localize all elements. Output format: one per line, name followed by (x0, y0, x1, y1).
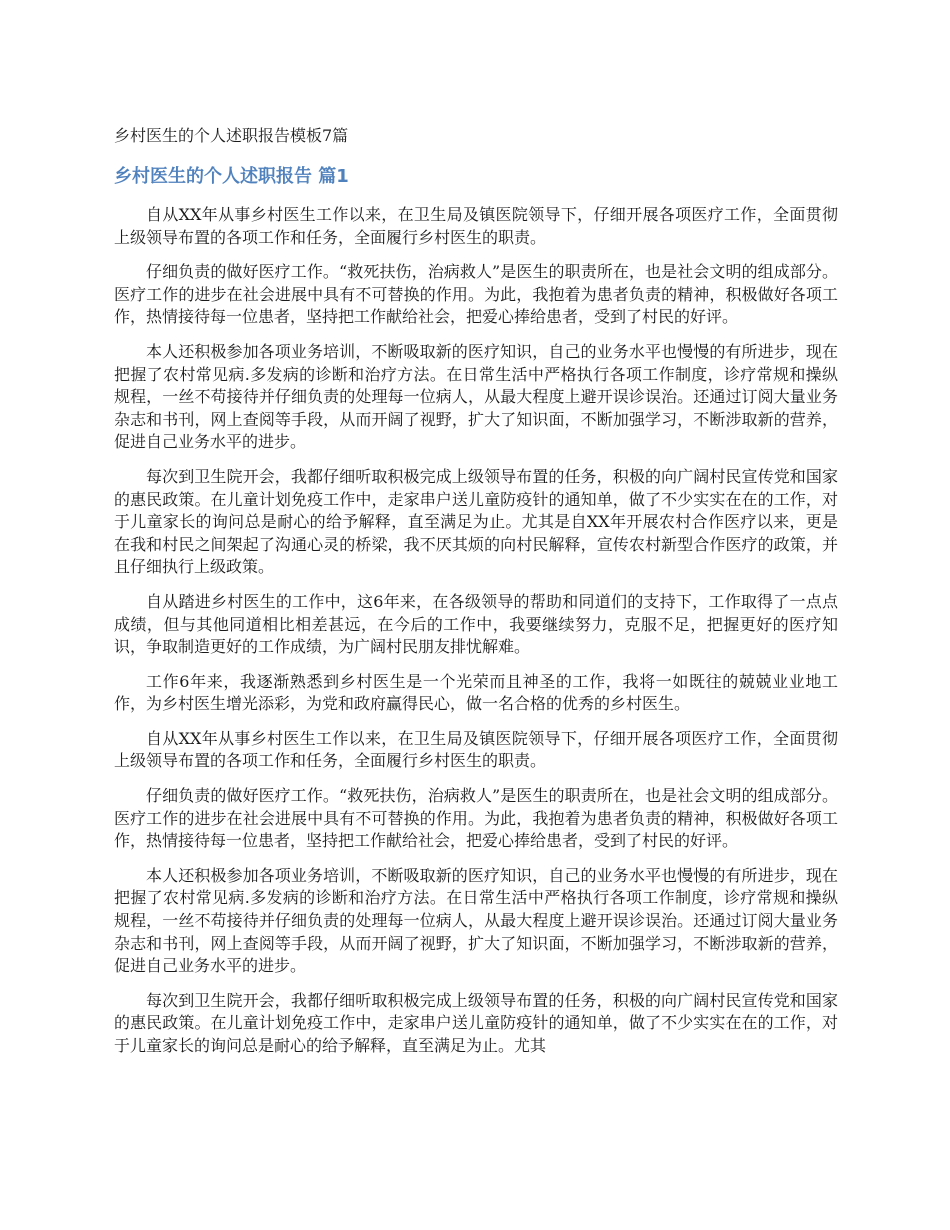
paragraph: 自从XX年从事乡村医生工作以来，在卫生局及镇医院领导下，仔细开展各项医疗工作，全面贯彻上级领导布置的各项工作和任务，全面履行乡村医生的职责。 (114, 728, 838, 771)
paragraph: 工作6年来，我逐渐熟悉到乡村医生是一个光荣而且神圣的工作，我将一如既往的兢兢业业地工作，为乡村医生增光添彩，为党和政府赢得民心，做一名合格的优秀的乡村医生。 (114, 671, 838, 714)
paragraph: 本人还积极参加各项业务培训，不断吸取新的医疗知识，自己的业务水平也慢慢的有所进步，现在把握了农村常见病.多发病的诊断和治疗方法。在日常生活中严格执行各项工作制度，诊疗常规和操纵规程，一丝不苟接待并仔细负责的处理每一位病人，从最大程度上避开误诊误治。还通过订阅大量业务杂志和书刊，网上查阅等手段，从而开阔了视野，扩大了知识面，不断加强学习，不断涉取新的营养，促进自己业务水平的进步。 (114, 341, 838, 452)
paragraph: 本人还积极参加各项业务培训，不断吸取新的医疗知识，自己的业务水平也慢慢的有所进步，现在把握了农村常见病.多发病的诊断和治疗方法。在日常生活中严格执行各项工作制度，诊疗常规和操纵规程，一丝不苟接待并仔细负责的处理每一位病人，从最大程度上避开误诊误治。还通过订阅大量业务杂志和书刊，网上查阅等手段，从而开阔了视野，扩大了知识面，不断加强学习，不断涉取新的营养，促进自己业务水平的进步。 (114, 865, 838, 976)
paragraph: 仔细负责的做好医疗工作。“救死扶伤，治病救人”是医生的职责所在，也是社会文明的组成部分。医疗工作的进步在社会进展中具有不可替换的作用。为此，我抱着为患者负责的精神，积极做好各项工作，热情接待每一位患者，坚持把工作献给社会，把爱心捧给患者，受到了村民的好评。 (114, 786, 838, 851)
document-body (114, 204, 838, 1070)
document-title: 乡村医生的个人述职报告模板7篇 (114, 126, 349, 145)
paragraph: 自从踏进乡村医生的工作中，这6年来，在各级领导的帮助和同道们的支持下，工作取得了一点点成绩，但与其他同道相比相差甚远，在今后的工作中，我要继续努力，克服不足，把握更好的医疗知识，争取制造更好的工作成绩，为广阔村民朋友排忧解难。 (114, 591, 838, 657)
paragraph: 每次到卫生院开会，我都仔细听取积极完成上级领导布置的任务，积极的向广阔村民宣传党和国家的惠民政策。在儿童计划免疫工作中，走家串户送儿童防疫针的通知单，做了不少实实在在的工作，对于儿童家长的询问总是耐心的给予解释，直至满足为止。尤其是自XX年开展农村合作医疗以来，更是在我和村民之间架起了沟通心灵的桥梁，我不厌其烦的向村民解释，宣传农村新型合作医疗的政策，并且仔细执行上级政策。 (114, 466, 838, 577)
paragraph: 仔细负责的做好医疗工作。“救死扶伤，治病救人”是医生的职责所在，也是社会文明的组成部分。医疗工作的进步在社会进展中具有不可替换的作用。为此，我抱着为患者负责的精神，积极做好各项工作，热情接待每一位患者，坚持把工作献给社会，把爱心捧给患者，受到了村民的好评。 (114, 262, 838, 327)
paragraph: 每次到卫生院开会，我都仔细听取积极完成上级领导布置的任务，积极的向广阔村民宣传党和国家的惠民政策。在儿童计划免疫工作中，走家串户送儿童防疫针的通知单，做了不少实实在在的工作，对于儿童家长的询问总是耐心的给予解释，直至满足为止。尤其 (114, 990, 838, 1055)
paragraph: 自从XX年从事乡村医生工作以来，在卫生局及镇医院领导下，仔细开展各项医疗工作，全面贯彻上级领导布置的各项工作和任务，全面履行乡村医生的职责。 (114, 205, 838, 247)
section-heading: 乡村医生的个人述职报告 篇1 (114, 166, 349, 187)
